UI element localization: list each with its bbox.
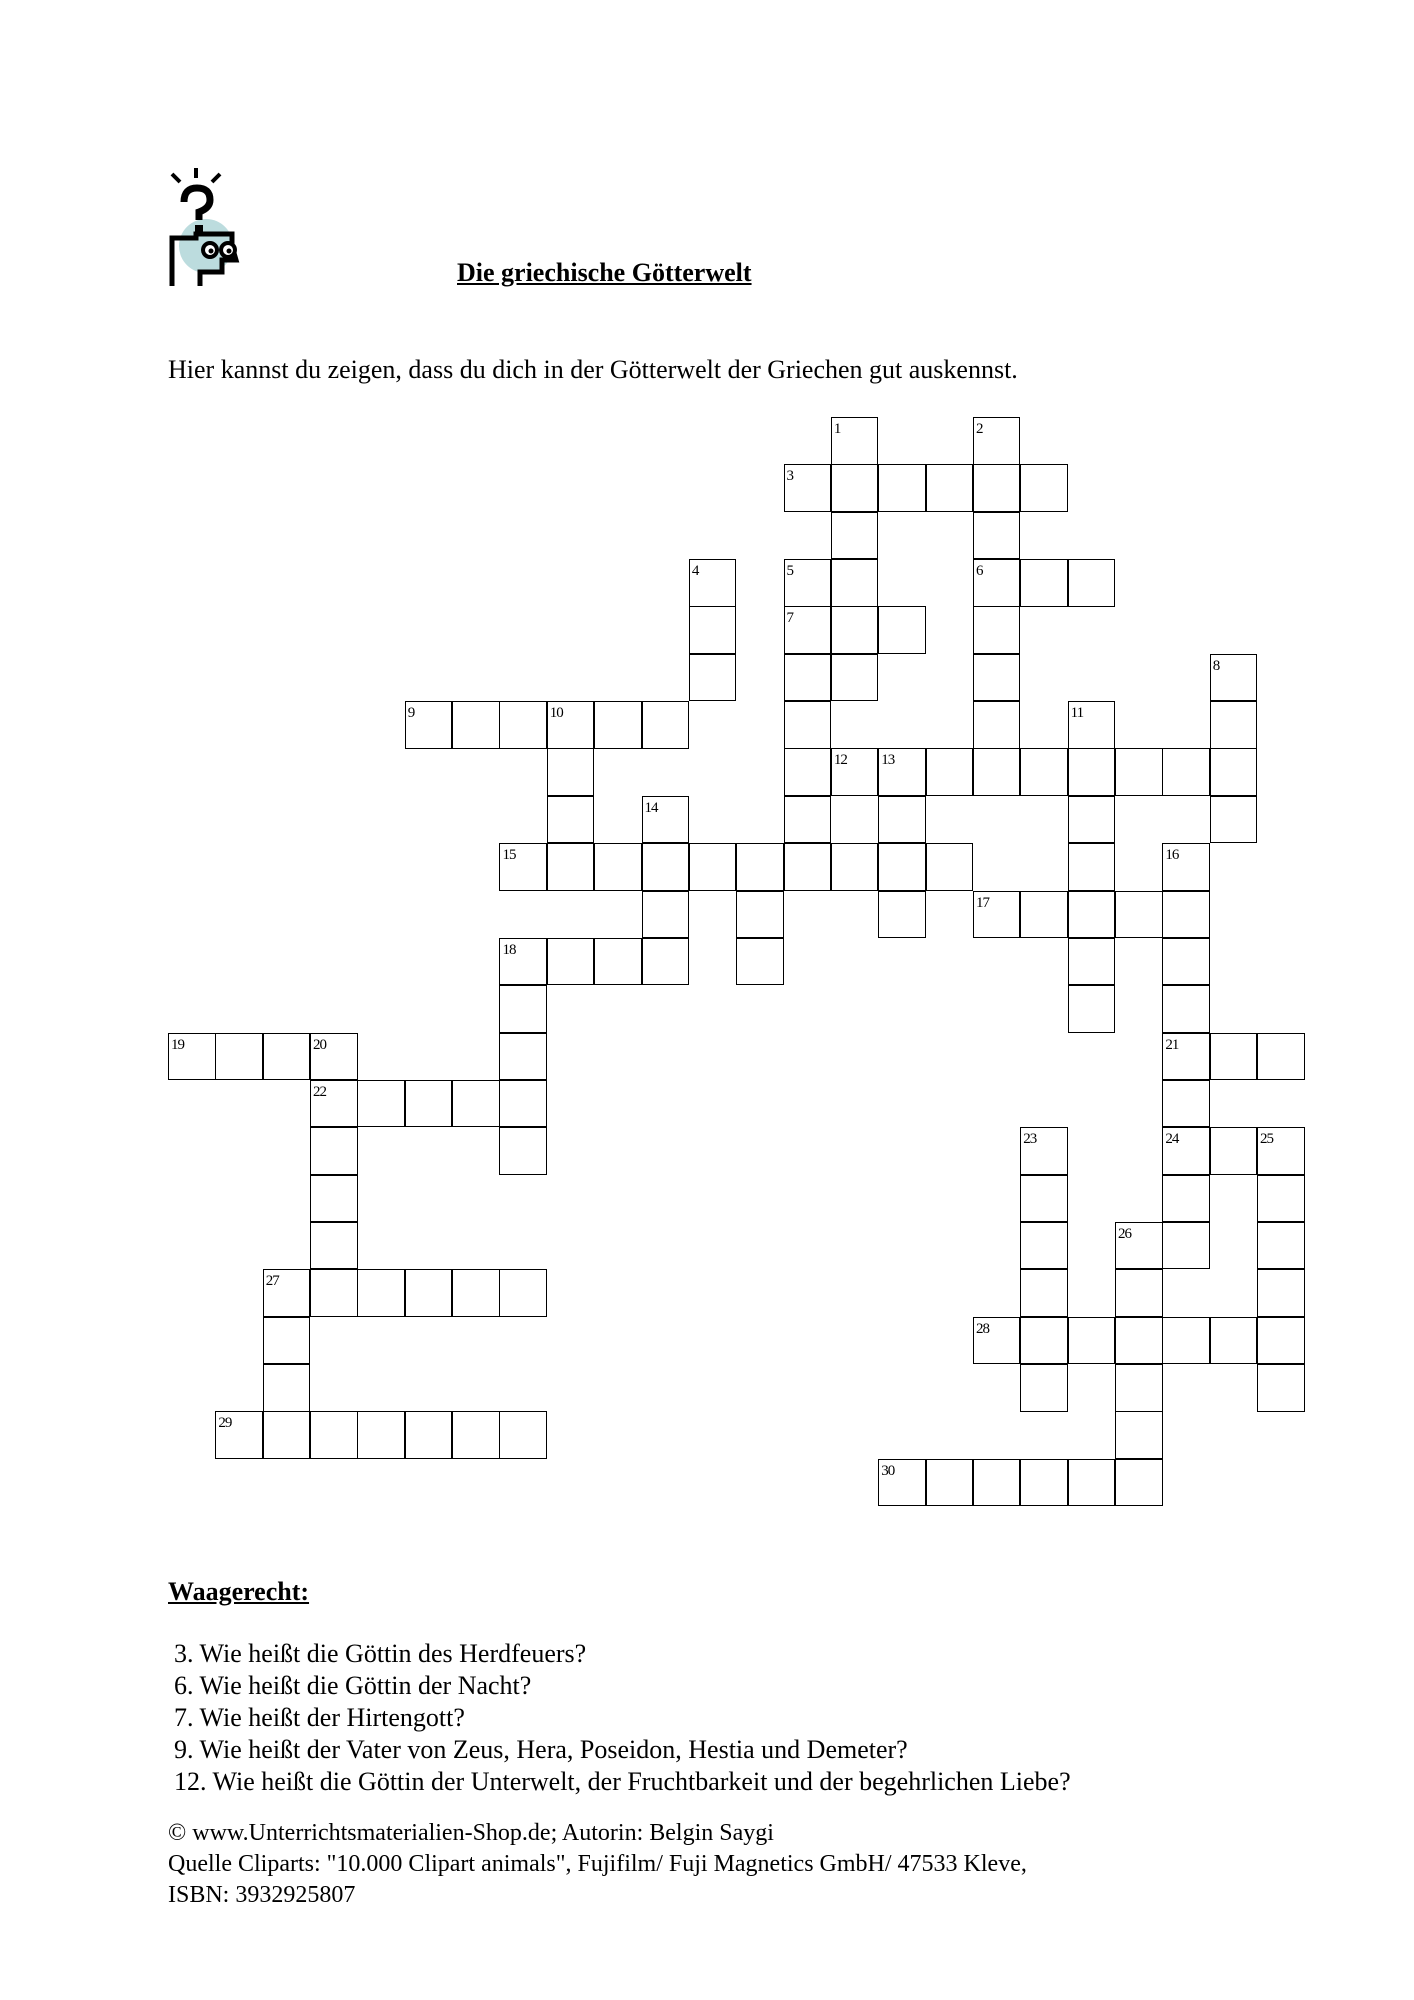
crossword-cell[interactable] (310, 1269, 358, 1317)
crossword-cell[interactable] (973, 512, 1021, 560)
clue-number: 23 (1023, 1131, 1037, 1148)
crossword-cell[interactable] (1162, 1080, 1210, 1128)
clue-number: 16 (1165, 847, 1179, 864)
crossword-cell[interactable] (1020, 1222, 1068, 1270)
crossword-cell[interactable] (1068, 748, 1116, 796)
crossword-cell[interactable] (405, 1080, 453, 1128)
crossword-cell[interactable] (452, 701, 500, 749)
clue-item: 3. Wie heißt die Göttin des Herdfeuers? (174, 1639, 587, 1668)
crossword-cell[interactable] (1257, 1127, 1305, 1175)
crossword-cell[interactable] (263, 1317, 311, 1365)
crossword-cell[interactable] (784, 701, 832, 749)
clue-number: 17 (975, 894, 989, 911)
crossword-cell[interactable] (1210, 1127, 1258, 1175)
crossword-cell[interactable] (1020, 1269, 1068, 1317)
crossword-cell[interactable] (499, 1080, 547, 1128)
crossword-cell[interactable] (310, 1222, 358, 1270)
clue-number: 1 (833, 421, 841, 437)
clue-number: 19 (171, 1036, 184, 1053)
clue-number: 24 (1165, 1131, 1179, 1148)
clue-number: 26 (1118, 1225, 1131, 1242)
crossword-cell[interactable] (1162, 1317, 1210, 1365)
crossword-cell[interactable] (1115, 748, 1163, 796)
crossword-cell[interactable] (594, 938, 642, 986)
clue-number: 12 (833, 752, 847, 769)
crossword-cell[interactable] (1210, 1317, 1258, 1365)
crossword-cell[interactable] (499, 938, 547, 986)
crossword-cell[interactable] (926, 843, 974, 891)
crossword-cell[interactable] (1115, 1317, 1163, 1365)
page-title: Die griechische Götterwelt (457, 258, 752, 287)
crossword-cell[interactable] (878, 796, 926, 844)
crossword-cell[interactable] (1162, 1175, 1210, 1223)
crossword-cell[interactable] (784, 559, 832, 607)
crossword-cell[interactable] (547, 748, 595, 796)
clue-number: 7 (786, 610, 794, 627)
intro-text: Hier kannst du zeigen, dass du dich in der Götterwelt der Griechen gut auskennst. (168, 355, 1018, 384)
crossword-cell[interactable] (547, 796, 595, 844)
crossword-cell[interactable] (1162, 843, 1210, 891)
clue-number: 9 (407, 705, 415, 722)
crossword-cell[interactable] (642, 701, 690, 749)
clue-item: 9. Wie heißt der Vater von Zeus, Hera, Poseidon, Hestia und Demeter? (174, 1735, 908, 1764)
crossword-cell[interactable] (1115, 1411, 1163, 1459)
clue-item: 7. Wie heißt der Hirtengott? (174, 1703, 465, 1732)
crossword-cell[interactable] (1020, 748, 1068, 796)
crossword-cell[interactable] (831, 654, 879, 702)
crossword-cell[interactable] (499, 701, 547, 749)
clue-number: 3 (786, 468, 794, 485)
crossword-cell[interactable] (642, 891, 690, 939)
crossword-cell[interactable] (1257, 1269, 1305, 1317)
clue-number: 28 (975, 1320, 989, 1337)
crossword-cell[interactable] (594, 701, 642, 749)
crossword-cell[interactable] (263, 1033, 311, 1081)
crossword-cell[interactable] (168, 1033, 216, 1081)
crossword-cell[interactable] (452, 1080, 500, 1128)
crossword-cell[interactable] (973, 464, 1021, 512)
crossword-cell[interactable] (405, 701, 453, 749)
crossword-cell[interactable] (1020, 559, 1068, 607)
crossword-cell[interactable] (1068, 843, 1116, 891)
crossword-cell[interactable] (831, 843, 879, 891)
crossword-cell[interactable] (784, 606, 832, 654)
crossword-cell[interactable] (594, 843, 642, 891)
crossword-cell[interactable] (1068, 891, 1116, 939)
crossword-cell[interactable] (1162, 1222, 1210, 1270)
crossword-cell[interactable] (357, 1080, 405, 1128)
crossword-cell[interactable] (1020, 1317, 1068, 1365)
crossword-cell[interactable] (831, 464, 879, 512)
clue-number: 18 (502, 941, 516, 958)
crossword-cell[interactable] (405, 1411, 453, 1459)
crossword-cell[interactable] (310, 1127, 358, 1175)
crossword-cell[interactable] (1020, 1175, 1068, 1223)
crossword-cell[interactable] (973, 606, 1021, 654)
crossword-cell[interactable] (831, 512, 879, 560)
crossword-cell[interactable] (1257, 1364, 1305, 1412)
crossword-cell[interactable] (784, 464, 832, 512)
clue-number: 30 (881, 1462, 895, 1479)
clues-heading: Waagerecht: (168, 1577, 310, 1606)
crossword-cell[interactable] (1068, 985, 1116, 1033)
crossword-cell[interactable] (499, 1127, 547, 1175)
clue-number: 8 (1212, 657, 1220, 674)
crossword-cell[interactable] (831, 748, 879, 796)
footer (168, 1818, 1027, 1911)
clue-list (174, 1638, 1071, 1798)
crossword-cell[interactable] (831, 559, 879, 607)
crossword-cell[interactable] (1115, 1459, 1163, 1507)
crossword-cell[interactable] (1068, 1317, 1116, 1365)
crossword-cell[interactable] (642, 796, 690, 844)
crossword-cell[interactable] (499, 843, 547, 891)
footer-copyright: © www.Unterrichtsmaterialien-Shop.de; Autorin: Belgin Saygi (168, 1820, 774, 1846)
crossword-cell[interactable] (547, 938, 595, 986)
footer-isbn: ISBN: 3932925807 (168, 1882, 356, 1908)
crossword-cell[interactable] (1210, 701, 1258, 749)
crossword-cell[interactable] (357, 1269, 405, 1317)
crossword-cell[interactable] (1210, 654, 1258, 702)
crossword-cell[interactable] (1068, 938, 1116, 986)
clue-item: 6. Wie heißt die Göttin der Nacht? (174, 1671, 532, 1700)
clue-number: 6 (975, 563, 983, 580)
crossword-cell[interactable] (1257, 1317, 1305, 1365)
crossword-cell[interactable] (1020, 464, 1068, 512)
footer-source: Quelle Cliparts: "10.000 Clipart animals", Fujifilm/ Fuji Magnetics GmbH/ 47533 Kleve, (168, 1851, 1027, 1877)
crossword-cell[interactable] (878, 748, 926, 796)
crossword-cell[interactable] (1162, 938, 1210, 986)
clue-number: 14 (644, 799, 658, 816)
crossword-cell[interactable] (499, 985, 547, 1033)
crossword-cell[interactable] (736, 938, 784, 986)
crossword-cell[interactable] (1162, 985, 1210, 1033)
crossword-cell[interactable] (689, 559, 737, 607)
crossword-cell[interactable] (784, 843, 832, 891)
crossword-cell[interactable] (973, 1459, 1021, 1507)
clue-number: 5 (786, 563, 794, 580)
crossword-cell[interactable] (1020, 1127, 1068, 1175)
crossword-cell[interactable] (642, 938, 690, 986)
crossword-cell[interactable] (1210, 1033, 1258, 1081)
crossword-cell[interactable] (499, 1033, 547, 1081)
crossword-cell[interactable] (1257, 1175, 1305, 1223)
crossword-cell[interactable] (878, 1459, 926, 1507)
crossword-cell[interactable] (1162, 891, 1210, 939)
crossword-cell[interactable] (926, 1459, 974, 1507)
crossword-cell[interactable] (689, 654, 737, 702)
crossword-cell[interactable] (215, 1411, 263, 1459)
clue-number: 13 (881, 752, 895, 769)
crossword-cell[interactable] (831, 417, 879, 465)
crossword-cell[interactable] (973, 559, 1021, 607)
crossword-cell[interactable] (736, 891, 784, 939)
crossword-cell[interactable] (784, 654, 832, 702)
crossword-cell[interactable] (1257, 1222, 1305, 1270)
crossword-cell[interactable] (405, 1269, 453, 1317)
crossword-cell[interactable] (1020, 1459, 1068, 1507)
clue-number: 21 (1165, 1036, 1179, 1053)
crossword-cell[interactable] (1210, 796, 1258, 844)
crossword-cell[interactable] (1068, 1459, 1116, 1507)
crossword-cell[interactable] (926, 464, 974, 512)
crossword-cell[interactable] (499, 1411, 547, 1459)
crossword-cell[interactable] (1020, 891, 1068, 939)
crossword-cell[interactable] (263, 1269, 311, 1317)
crossword-cell[interactable] (263, 1364, 311, 1412)
crossword-cell[interactable] (1115, 1364, 1163, 1412)
crossword-cell[interactable] (1068, 559, 1116, 607)
clue-number: 10 (549, 705, 563, 722)
clue-item: 12. Wie heißt die Göttin der Unterwelt, der Fruchtbarkeit und der begehrlichen Liebe? (174, 1767, 1071, 1796)
crossword-cell[interactable] (1162, 1127, 1210, 1175)
crossword-cell[interactable] (1068, 796, 1116, 844)
crossword-cell[interactable] (1257, 1033, 1305, 1081)
crossword-cell[interactable] (1020, 1364, 1068, 1412)
crossword-cell[interactable] (1162, 748, 1210, 796)
crossword-cell[interactable] (689, 606, 737, 654)
crossword-cell[interactable] (499, 1269, 547, 1317)
crossword-cell[interactable] (357, 1411, 405, 1459)
clue-number: 20 (313, 1036, 327, 1053)
crossword-cell[interactable] (452, 1411, 500, 1459)
crossword-cell[interactable] (878, 464, 926, 512)
crossword-cell[interactable] (1115, 891, 1163, 939)
crossword-cell[interactable] (689, 843, 737, 891)
crossword-cell[interactable] (878, 606, 926, 654)
crossword-cell[interactable] (310, 1033, 358, 1081)
crossword-cell[interactable] (973, 417, 1021, 465)
crossword-cell[interactable] (452, 1269, 500, 1317)
clue-number: 25 (1260, 1131, 1274, 1148)
crossword-cell[interactable] (878, 843, 926, 891)
crossword-cell[interactable] (973, 654, 1021, 702)
crossword-cell[interactable] (973, 1317, 1021, 1365)
crossword-cell[interactable] (1068, 701, 1116, 749)
crossword-cell[interactable] (1162, 1033, 1210, 1081)
crossword-cell[interactable] (784, 796, 832, 844)
clue-number: 4 (691, 563, 699, 580)
crossword-cell[interactable] (547, 843, 595, 891)
clue-number: 27 (265, 1273, 279, 1290)
clue-number: 29 (218, 1415, 232, 1432)
clue-number: 15 (502, 847, 516, 864)
crossword-cell[interactable] (547, 701, 595, 749)
clue-number: 22 (313, 1083, 327, 1100)
crossword-cell[interactable] (973, 891, 1021, 939)
crossword-cell[interactable] (215, 1033, 263, 1081)
clue-number: 2 (975, 421, 983, 437)
crossword-cell[interactable] (831, 606, 879, 654)
crossword-cell[interactable] (1210, 748, 1258, 796)
crossword-cell[interactable] (973, 748, 1021, 796)
crossword-cell[interactable] (878, 891, 926, 939)
crossword-cell[interactable] (642, 843, 690, 891)
crossword-cell[interactable] (1115, 1222, 1163, 1270)
clue-number: 11 (1070, 705, 1084, 722)
crossword-cell[interactable] (1115, 1269, 1163, 1317)
crossword-cell[interactable] (310, 1080, 358, 1128)
crossword-cell[interactable] (736, 843, 784, 891)
crossword-cell[interactable] (310, 1175, 358, 1223)
crossword-cell[interactable] (926, 748, 974, 796)
crossword-cell[interactable] (310, 1411, 358, 1459)
crossword-cell[interactable] (263, 1411, 311, 1459)
crossword-cell[interactable] (784, 748, 832, 796)
crossword-cell[interactable] (973, 701, 1021, 749)
